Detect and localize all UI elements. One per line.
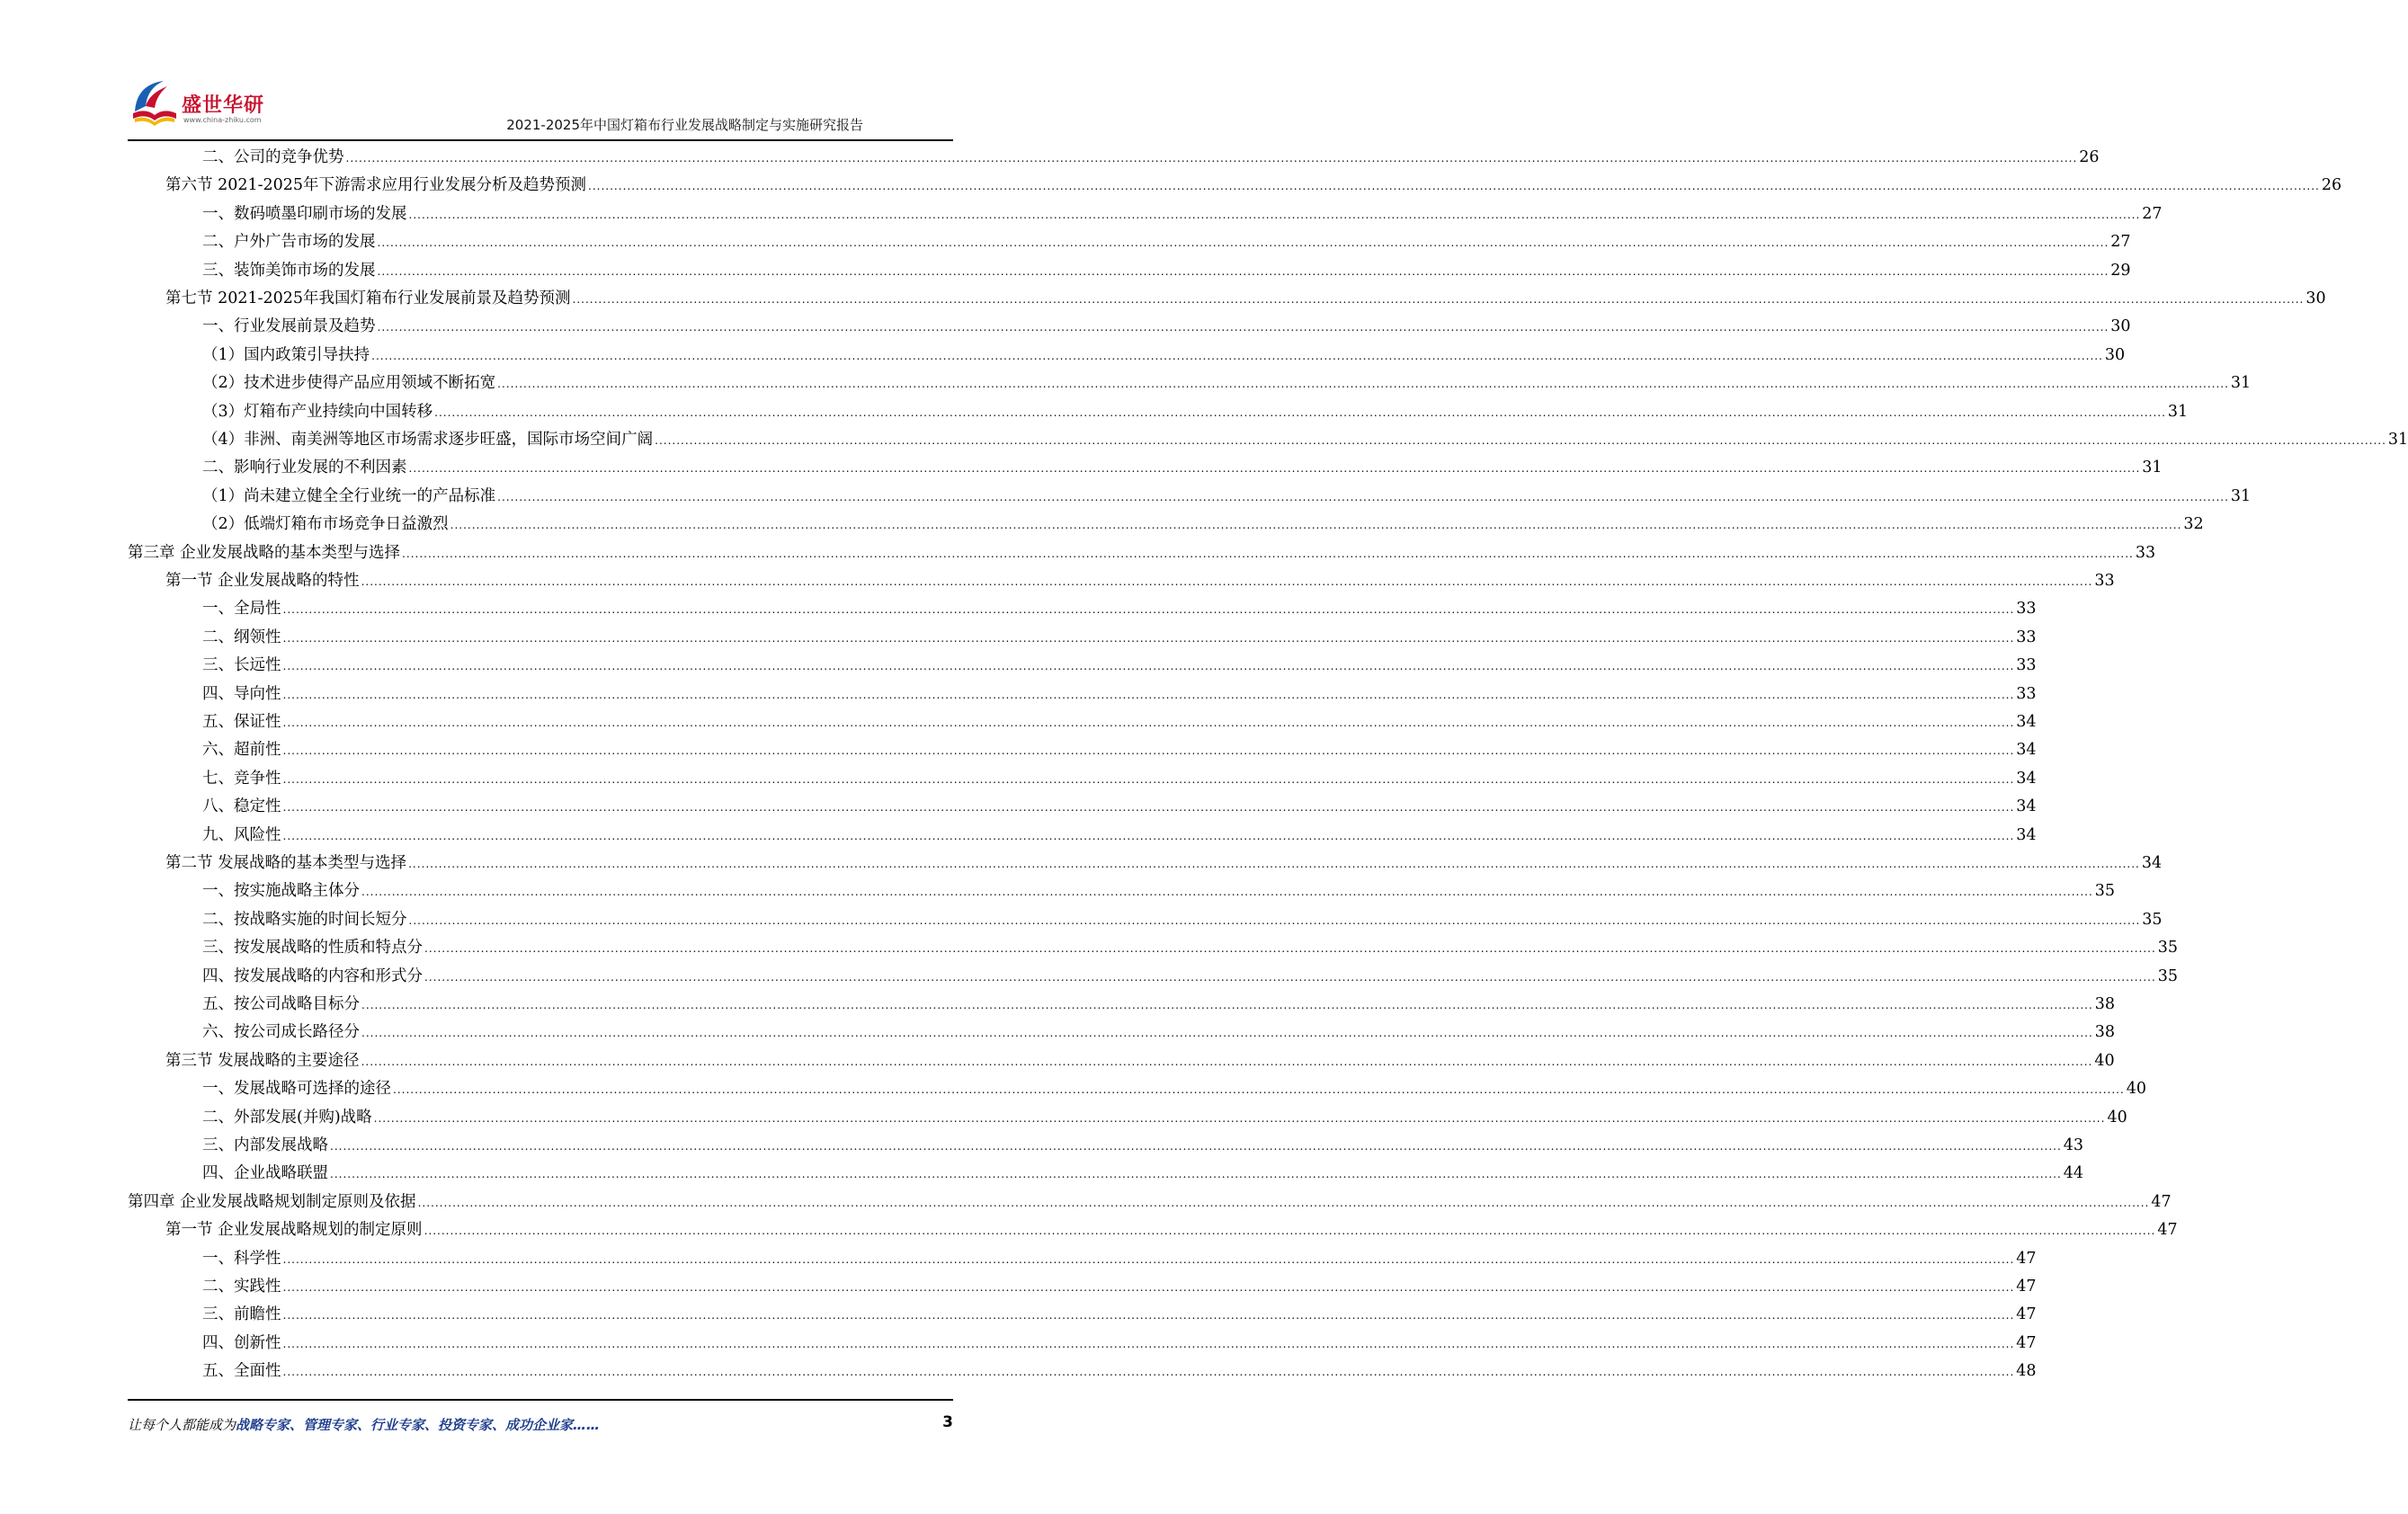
toc-entry-page: 35 <box>2094 882 2116 901</box>
toc-entry[interactable] <box>202 595 2037 623</box>
toc-leader-dots: ................................................................................................................................................................................................................................................................................................................................................................................................................ <box>424 942 2156 956</box>
toc-entry-label: 四、按发展战略的内容和形式分 <box>202 966 423 985</box>
toc-entry[interactable] <box>202 483 2252 511</box>
toc-entry-label: 第三章 企业发展战略的基本类型与选择 <box>128 543 401 562</box>
page-header <box>0 0 1071 144</box>
toc-entry-page: 34 <box>2016 741 2037 760</box>
toc-entry-label: 二、按战略实施的时间长短分 <box>202 910 407 929</box>
toc-leader-dots: ................................................................................................................................................................................................................................................................................................................................................................................................................ <box>282 772 2015 786</box>
toc-entry[interactable] <box>202 454 2163 482</box>
toc-entry-page: 34 <box>2016 825 2037 844</box>
toc-entry[interactable] <box>202 934 2179 962</box>
toc-entry-label: 六、超前性 <box>202 741 281 760</box>
toc-entry-page: 33 <box>2135 543 2156 562</box>
toc-entry-page: 48 <box>2016 1362 2037 1381</box>
toc-entry-label: 三、内部发展战略 <box>202 1136 328 1154</box>
logo-text: 盛世华研 <box>182 94 265 117</box>
toc-entry-label: 二、公司的竞争优势 <box>202 148 344 166</box>
toc-entry-label: 三、装饰美饰市场的发展 <box>202 261 376 280</box>
toc-entry-label: 一、全局性 <box>202 600 281 619</box>
toc-entry-label: 第二节 发展战略的基本类型与选择 <box>165 854 407 872</box>
toc-leader-dots: ................................................................................................................................................................................................................................................................................................................................................................................................................ <box>424 970 2156 984</box>
toc-leader-dots: ................................................................................................................................................................................................................................................................................................................................................................................................................ <box>282 717 2015 729</box>
toc-entry[interactable] <box>202 1132 2084 1160</box>
toc-entry[interactable] <box>202 793 2037 821</box>
toc-entry-page: 47 <box>2016 1278 2037 1296</box>
toc-entry-page: 38 <box>2094 995 2116 1013</box>
toc-entry-label: 二、实践性 <box>202 1278 281 1296</box>
toc-entry-page: 38 <box>2094 1023 2116 1042</box>
toc-entry-label: 六、按公司成长路径分 <box>202 1023 360 1042</box>
toc-entry-page: 26 <box>2321 176 2342 195</box>
toc-entry-label: 三、长远性 <box>202 656 281 675</box>
toc-entry[interactable] <box>202 511 2204 539</box>
toc-entry[interactable] <box>128 1189 2172 1216</box>
toc-leader-dots: ................................................................................................................................................................................................................................................................................................................................................................................................................ <box>282 1252 2015 1266</box>
toc-entry-page: 33 <box>2016 628 2037 646</box>
logo-url: www.china-zhiku.com <box>183 116 262 124</box>
toc-entry-label: 第四章 企业发展战略规划制定原则及依据 <box>128 1192 416 1211</box>
toc-entry-label: （4）非洲、南美洲等地区市场需求逐步旺盛，国际市场空间广阔 <box>202 431 654 449</box>
toc-entry-page: 34 <box>2016 797 2037 816</box>
toc-entry-label: 二、纲领性 <box>202 628 281 646</box>
toc-leader-dots: ................................................................................................................................................................................................................................................................................................................................................................................................................ <box>373 1111 2106 1125</box>
report-title: 2021-2025年中国灯箱布行业发展战略制定与实施研究报告 <box>506 117 863 133</box>
toc-entry[interactable] <box>202 681 2037 708</box>
toc-leader-dots: ................................................................................................................................................................................................................................................................................................................................................................................................................ <box>377 236 2109 250</box>
toc-entry[interactable] <box>202 963 2179 991</box>
toc-entry-label: 二、影响行业发展的不利因素 <box>202 459 407 477</box>
toc-entry[interactable] <box>202 624 2037 652</box>
toc-entry-page: 33 <box>2016 684 2037 703</box>
toc-entry[interactable] <box>165 172 2342 200</box>
toc-entry[interactable] <box>202 342 2126 370</box>
toc-leader-dots: ................................................................................................................................................................................................................................................................................................................................................................................................................ <box>361 1055 2093 1068</box>
toc-entry-label: 一、发展战略可选择的途径 <box>202 1080 391 1099</box>
toc-leader-dots: ................................................................................................................................................................................................................................................................................................................................................................................................................ <box>408 858 2140 870</box>
toc-entry-page: 31 <box>2230 374 2252 393</box>
toc-leader-dots: ................................................................................................................................................................................................................................................................................................................................................................................................................ <box>408 913 2141 927</box>
toc-entry[interactable] <box>202 1160 2084 1188</box>
toc-entry-label: 四、导向性 <box>202 684 281 703</box>
toc-entry[interactable] <box>202 1301 2037 1329</box>
toc-entry[interactable] <box>202 313 2131 341</box>
toc-entry-label: 第一节 企业发展战略规划的制定原则 <box>165 1221 423 1240</box>
toc-leader-dots: ................................................................................................................................................................................................................................................................................................................................................................................................................ <box>282 603 2015 617</box>
toc-entry-page: 34 <box>2016 713 2037 731</box>
toc-entry-label: 一、按实施战略主体分 <box>202 882 360 901</box>
toc-entry-label: 第一节 企业发展战略的特性 <box>165 572 360 590</box>
toc-entry-page: 26 <box>2079 148 2100 166</box>
toc-entry-page: 33 <box>2094 572 2115 590</box>
toc-entry[interactable] <box>165 567 2115 595</box>
toc-entry-page: 40 <box>2094 1051 2115 1070</box>
toc-leader-dots: ................................................................................................................................................................................................................................................................................................................................................................................................................ <box>361 1027 2093 1040</box>
toc-leader-dots: ................................................................................................................................................................................................................................................................................................................................................................................................................ <box>417 1196 2150 1209</box>
toc-leader-dots: ................................................................................................................................................................................................................................................................................................................................................................................................................ <box>330 1140 2062 1153</box>
toc-leader-dots: ................................................................................................................................................................................................................................................................................................................................................................................................................ <box>282 631 2015 645</box>
toc-leader-dots: ................................................................................................................................................................................................................................................................................................................................................................................................................ <box>282 660 2015 673</box>
toc-entry-page: 32 <box>2183 515 2204 534</box>
toc-entry[interactable] <box>165 1047 2115 1075</box>
toc-entry-page: 47 <box>2016 1333 2037 1352</box>
toc-entry[interactable] <box>165 1216 2178 1244</box>
toc-leader-dots: ................................................................................................................................................................................................................................................................................................................................................................................................................ <box>282 829 2015 842</box>
toc-entry-page: 40 <box>2126 1080 2147 1099</box>
toc-entry[interactable] <box>202 426 2408 454</box>
toc-entry-page: 27 <box>2110 233 2131 252</box>
toc-leader-dots: ................................................................................................................................................................................................................................................................................................................................................................................................................ <box>282 1337 2015 1350</box>
toc-entry-page: 34 <box>2141 854 2163 872</box>
toc-leader-dots: ................................................................................................................................................................................................................................................................................................................................................................................................................ <box>282 744 2015 758</box>
toc-entry[interactable] <box>202 822 2037 850</box>
toc-entry-label: 一、科学性 <box>202 1249 281 1268</box>
toc-entry-label: 三、按发展战略的性质和特点分 <box>202 939 423 957</box>
toc-entry-page: 35 <box>2142 910 2163 929</box>
toc-leader-dots: ................................................................................................................................................................................................................................................................................................................................................................................................................ <box>361 886 2093 899</box>
toc-entry-label: （1）国内政策引导扶持 <box>202 345 370 364</box>
toc-leader-dots: ................................................................................................................................................................................................................................................................................................................................................................................................................ <box>497 378 2229 391</box>
header-divider <box>128 139 953 141</box>
toc-entry-label: 第七节 2021-2025年我国灯箱布行业发展前景及趋势预测 <box>165 289 571 307</box>
toc-entry-label: 五、按公司战略目标分 <box>202 995 360 1013</box>
toc-entry[interactable] <box>202 1104 2127 1132</box>
toc-entry-label: （1）尚未建立健全全行业统一的产品标准 <box>202 486 496 505</box>
toc-entry-page: 27 <box>2142 204 2163 223</box>
toc-leader-dots: ................................................................................................................................................................................................................................................................................................................................................................................................................ <box>497 490 2229 503</box>
toc-leader-dots: ................................................................................................................................................................................................................................................................................................................................................................................................................ <box>282 688 2015 701</box>
toc-entry[interactable] <box>202 736 2037 764</box>
toc-entry-label: （2）低端灯箱布市场竞争日益激烈 <box>202 515 449 534</box>
toc-leader-dots: ................................................................................................................................................................................................................................................................................................................................................................................................................ <box>361 999 2093 1011</box>
toc-entry[interactable] <box>202 1019 2116 1046</box>
toc-entry-label: 九、风险性 <box>202 825 281 844</box>
toc-entry[interactable] <box>202 1245 2037 1273</box>
toc-leader-dots: ................................................................................................................................................................................................................................................................................................................................................................................................................ <box>450 519 2182 532</box>
toc-entry-page: 30 <box>2305 289 2326 307</box>
toc-leader-dots: ................................................................................................................................................................................................................................................................................................................................................................................................................ <box>371 349 2103 362</box>
toc-leader-dots: ................................................................................................................................................................................................................................................................................................................................................................................................................ <box>282 1309 2015 1323</box>
company-logo <box>128 76 281 129</box>
toc-entry-page: 35 <box>2157 939 2179 957</box>
toc-leader-dots: ................................................................................................................................................................................................................................................................................................................................................................................................................ <box>572 293 2305 306</box>
toc-entry-page: 30 <box>2110 317 2131 336</box>
toc-entry-label: 一、行业发展前景及趋势 <box>202 317 376 336</box>
toc-entry[interactable] <box>202 991 2116 1019</box>
toc-entry-label: （3）灯箱布产业持续向中国转移 <box>202 402 433 421</box>
toc-entry[interactable] <box>202 228 2131 256</box>
footer-slogan-highlight: 战略专家、管理专家、行业专家、投资专家、成功企业家…… <box>236 1417 601 1433</box>
toc-leader-dots: ................................................................................................................................................................................................................................................................................................................................................................................................................ <box>408 208 2141 221</box>
toc-entry-page: 35 <box>2157 966 2179 985</box>
toc-entry-label: 五、全面性 <box>202 1362 281 1381</box>
toc-entry[interactable] <box>202 906 2163 934</box>
toc-entry-label: 四、企业战略联盟 <box>202 1164 328 1183</box>
page-number: 3 <box>942 1413 953 1431</box>
toc-leader-dots: ................................................................................................................................................................................................................................................................................................................................................................................................................ <box>588 180 2320 193</box>
toc-entry[interactable] <box>202 1273 2037 1301</box>
toc-entry-page: 47 <box>2016 1249 2037 1268</box>
toc-entry-label: 第六节 2021-2025年下游需求应用行业发展分析及趋势预测 <box>165 176 587 195</box>
footer-divider <box>128 1399 953 1401</box>
footer-slogan-prefix: 让每个人都能成为 <box>128 1417 236 1433</box>
footer-slogan <box>128 1415 600 1434</box>
toc-leader-dots: ................................................................................................................................................................................................................................................................................................................................................................................................................ <box>330 1168 2062 1181</box>
toc-entry[interactable] <box>202 257 2131 285</box>
toc-leader-dots: ................................................................................................................................................................................................................................................................................................................................................................................................................ <box>282 1366 2015 1379</box>
toc-entry-label: 一、数码喷墨印刷市场的发展 <box>202 204 407 223</box>
toc-entry-label: 二、外部发展(并购)战略 <box>202 1108 372 1127</box>
toc-leader-dots: ................................................................................................................................................................................................................................................................................................................................................................................................................ <box>424 1225 2156 1238</box>
toc-entry[interactable] <box>165 285 2326 313</box>
toc-entry[interactable] <box>128 539 2156 567</box>
toc-entry-label: 七、竞争性 <box>202 769 281 788</box>
toc-leader-dots: ................................................................................................................................................................................................................................................................................................................................................................................................................ <box>393 1083 2125 1097</box>
toc-entry[interactable] <box>202 398 2189 426</box>
toc-entry-page: 40 <box>2107 1108 2127 1127</box>
toc-leader-dots: ................................................................................................................................................................................................................................................................................................................................................................................................................ <box>282 801 2015 815</box>
toc-entry[interactable] <box>202 144 2100 172</box>
toc-entry[interactable] <box>202 765 2037 793</box>
toc-entry-page: 43 <box>2063 1136 2084 1154</box>
toc-entry-label: 二、户外广告市场的发展 <box>202 233 376 252</box>
toc-entry-page: 31 <box>2387 431 2408 449</box>
toc-entry[interactable] <box>202 652 2037 680</box>
toc-entry-page: 47 <box>2157 1221 2178 1240</box>
toc-entry-page: 47 <box>2016 1305 2037 1324</box>
toc-entry[interactable] <box>165 850 2163 877</box>
toc-entry[interactable] <box>202 370 2252 397</box>
toc-entry[interactable] <box>202 708 2037 736</box>
toc-entry[interactable] <box>202 1075 2147 1103</box>
toc-entry-page: 34 <box>2016 769 2037 788</box>
toc-entry[interactable] <box>202 1358 2037 1385</box>
toc-entry-label: 三、前瞻性 <box>202 1305 281 1324</box>
toc-leader-dots: ................................................................................................................................................................................................................................................................................................................................................................................................................ <box>361 575 2093 588</box>
toc-entry-page: 44 <box>2063 1164 2084 1183</box>
toc-entry-label: 八、稳定性 <box>202 797 281 816</box>
toc-leader-dots: ................................................................................................................................................................................................................................................................................................................................................................................................................ <box>377 264 2109 278</box>
toc-entry-page: 33 <box>2016 656 2037 675</box>
toc-leader-dots: ................................................................................................................................................................................................................................................................................................................................................................................................................ <box>282 1281 2015 1294</box>
toc-entry-label: 五、保证性 <box>202 713 281 731</box>
toc-entry-page: 33 <box>2016 600 2037 619</box>
toc-entry-label: 四、创新性 <box>202 1333 281 1352</box>
toc-entry-page: 31 <box>2142 459 2163 477</box>
toc-leader-dots: ................................................................................................................................................................................................................................................................................................................................................................................................................ <box>434 405 2166 419</box>
toc-leader-dots: ................................................................................................................................................................................................................................................................................................................................................................................................................ <box>402 547 2134 560</box>
toc-entry-label: （2）技术进步使得产品应用领域不断拓宽 <box>202 374 496 393</box>
toc-entry-page: 30 <box>2104 345 2126 364</box>
toc-leader-dots: ................................................................................................................................................................................................................................................................................................................................................................................................................ <box>408 462 2141 476</box>
book-logo-icon <box>128 76 182 129</box>
toc-entry-page: 47 <box>2151 1192 2172 1211</box>
toc-entry[interactable] <box>202 200 2163 228</box>
toc-entry[interactable] <box>202 1330 2037 1358</box>
toc-entry-page: 31 <box>2230 486 2252 505</box>
toc-leader-dots: ................................................................................................................................................................................................................................................................................................................................................................................................................ <box>655 434 2386 447</box>
toc-entry-label: 第三节 发展战略的主要途径 <box>165 1051 360 1070</box>
toc-leader-dots: ................................................................................................................................................................................................................................................................................................................................................................................................................ <box>345 152 2078 165</box>
toc-entry-page: 31 <box>2167 402 2189 421</box>
toc-entry-page: 29 <box>2110 261 2131 280</box>
toc-entry[interactable] <box>202 877 2116 905</box>
toc-leader-dots: ................................................................................................................................................................................................................................................................................................................................................................................................................ <box>377 321 2109 334</box>
